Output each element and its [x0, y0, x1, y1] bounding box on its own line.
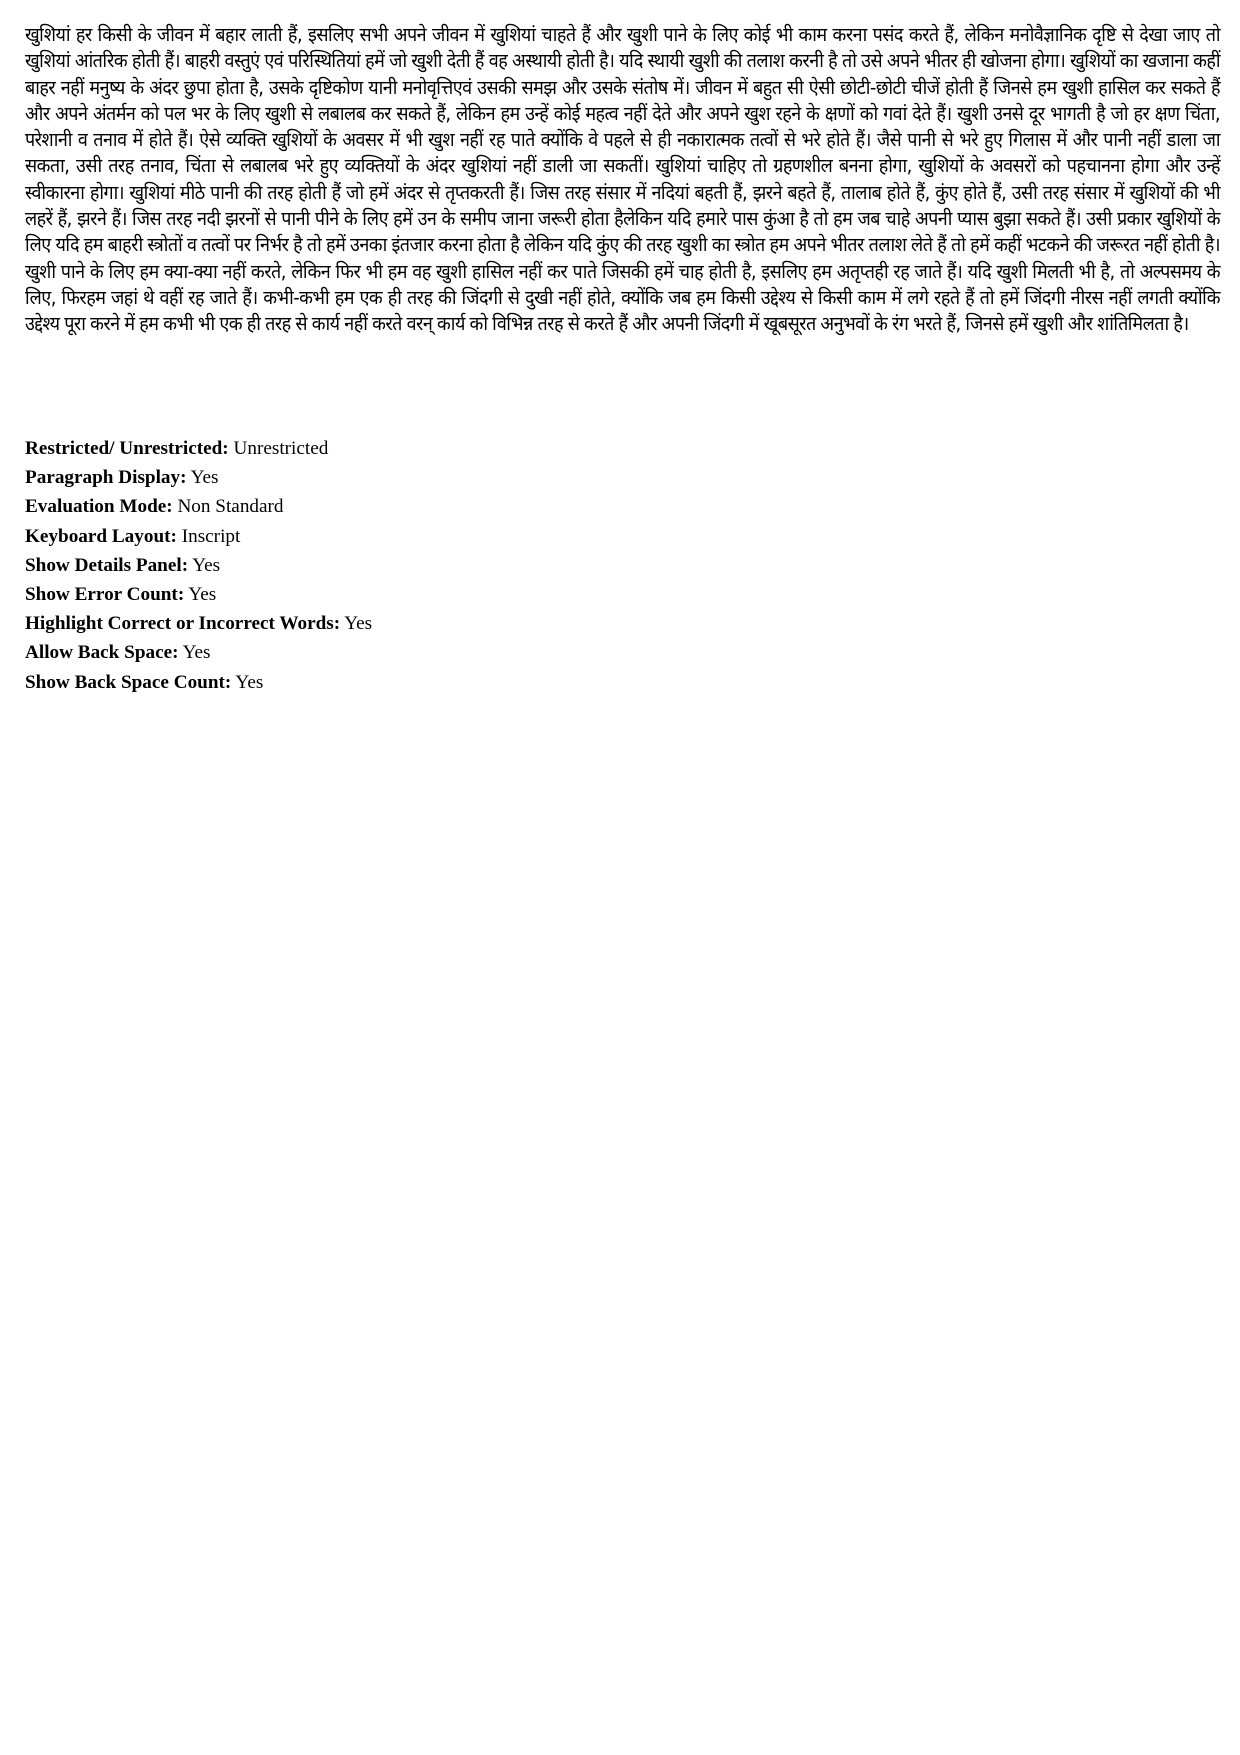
setting-label: Keyboard Layout: — [25, 525, 177, 547]
setting-value: Yes — [192, 554, 221, 576]
setting-value: Yes — [235, 671, 264, 693]
setting-value: Yes — [188, 583, 217, 605]
setting-show-back-space-count — [25, 668, 372, 697]
setting-allow-back-space — [25, 638, 372, 667]
setting-label: Show Error Count: — [25, 583, 185, 605]
setting-evaluation-mode — [25, 492, 372, 521]
setting-value: Non Standard — [177, 496, 284, 518]
setting-label: Show Back Space Count: — [25, 671, 232, 693]
setting-label: Show Details Panel: — [25, 554, 189, 576]
setting-label: Highlight Correct or Incorrect Words: — [25, 613, 341, 635]
setting-paragraph-display — [25, 463, 372, 492]
setting-label: Allow Back Space: — [25, 642, 179, 664]
setting-value: Yes — [190, 467, 219, 489]
setting-value: Inscript — [181, 525, 241, 547]
setting-label: Evaluation Mode: — [25, 496, 173, 518]
setting-value: Unrestricted — [233, 438, 329, 459]
setting-show-details-panel — [25, 551, 372, 580]
setting-keyboard-layout — [25, 522, 372, 551]
document-page — [25, 22, 1221, 338]
setting-restriction — [25, 434, 372, 463]
hindi-passage: खुशियां हर किसी के जीवन में बहार लाती हैं, इसलिए सभी अपने जीवन में खुशियां चाहते हैं और खुशी पाने के लिए कोई भी काम करना पसंद करते हैं, लेकिन मनोवैज्ञानिक दृष्टि से देखा जाए तो खुशियां आंतरिक होती हैं। बाहरी वस्तुएं एवं परिस्थितियां हमें जो खुशी देती हैं वह अस्थायी होती है। यदि स्थायी खुशी की तलाश करनी है तो उसे अपने भीतर ही खोजना होगा। खुशियों का खजाना कहीं बाहर नहीं मनुष्य के अंदर छुपा होता है, उसके दृष्टिकोण यानी मनोवृत्तिएवं उसकी समझ और उसके संतोष में। जीवन में बहुत सी ऐसी छोटी-छोटी चीजें होती हैं जिनसे हम खुशी हासिल कर सकते हैं और अपने अंतर्मन को पल भर के लिए खुशी से लबालब कर सकते हैं, लेकिन हम उन्हें कोई महत्व नहीं देते और अपने खुश रहने के क्षणों को गवां देते हैं। खुशी उनसे दूर भागती है जो हर क्षण चिंता, परेशानी व तनाव में होते हैं। ऐसे व्यक्ति खुशियों के अवसर में भी खुश नहीं रह पाते क्योंकि वे पहले से ही नकारात्मक तत्वों से भरे होते हैं। जैसे पानी से भरे हुए गिलास में और पानी नहीं डाला जा सकता, उसी तरह तनाव, चिंता से लबालब भरे हुए व्यक्तियों के अंदर खुशियां नहीं डाली जा सकतीं। खुशियां चाहिए तो ग्रहणशील बनना होगा, खुशियों के अवसरों को पहचानना होगा और उन्हें स्वीकारना होगा। खुशियां मीठे पानी की तरह होती हैं जो हमें अंदर से तृप्तकरती हैं। जिस तरह संसार में नदियां बहती हैं, झरने बहते हैं, तालाब होते हैं, कुंए होते हैं, उसी तरह संसार में खुशियों की भी लहरें हैं, झरने हैं। जिस तरह नदी झरनों से पानी पीने के लिए हमें उन के समीप जाना जरूरी होता हैलेकिन यदि हमारे पास कुंआ है तो हम जब चाहे अपनी प्यास बुझा सकते हैं। उसी प्रकार खुशियों के लिए यदि हम बाहरी स्त्रोतों व तत्वों पर निर्भर है तो हमें उनका इंतजार करना होता है लेकिन यदि कुंए की तरह खुशी का स्त्रोत हम अपने भीतर तलाश लेते हैं तो हमें कहीं भटकने की जरूरत नहीं होती है। खुशी पाने के लिए हम क्या-क्या नहीं करते, लेकिन फिर भी हम वह खुशी हासिल नहीं कर पाते जिसकी हमें चाह होती है, इसलिए हम अतृप्तही रह जाते हैं। यदि खुशी मिलती भी है, तो अल्पसमय के लिए, फिरहम जहां थे वहीं रह जाते हैं। कभी-कभी हम एक ही तरह की जिंदगी से दुखी नहीं होते, क्योंकि जब हम किसी उद्देश्य से किसी काम में लगे रहते हैं तो हमें जिंदगी नीरस नहीं लगती क्योंकि उद्देश्य पूरा करने में हम कभी भी एक ही तरह से कार्य नहीं करते वरन् कार्य को विभिन्न तरह से करते हैं और अपनी जिंदगी में खूबसूरत अनुभवों के रंग भरते हैं, जिनसे हमें खुशी और शांतिमिलता है। — [25, 23, 1221, 336]
setting-label: Restricted/ Unrestricted: — [25, 438, 229, 459]
setting-value: Yes — [344, 613, 373, 635]
setting-show-error-count — [25, 580, 372, 609]
setting-highlight-words — [25, 609, 372, 638]
test-settings-list — [25, 434, 372, 697]
setting-value: Yes — [182, 642, 211, 664]
setting-label: Paragraph Display: — [25, 467, 187, 489]
